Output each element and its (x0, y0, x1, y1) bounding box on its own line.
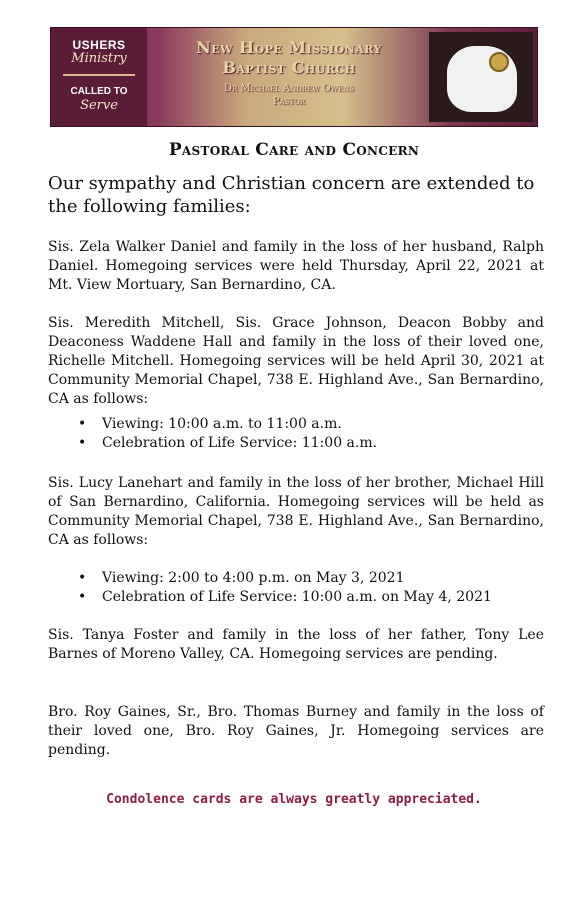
logo-line-serve: Serve (80, 98, 118, 113)
family-notice-3-bullets (48, 569, 544, 607)
family-notice-2-bullets (48, 415, 544, 453)
page-title: Pastoral Care and Concern (168, 140, 420, 160)
family-notice-1: Sis. Zela Walker Daniel and family in the loss of her husband, Ralph Daniel. Homegoing services were held Thursday, April 22, 2021 at Mt. View Mortuary, San Bernardino, CA. (48, 239, 544, 293)
logo-line-ushers: USHERS (72, 38, 126, 52)
ushers-ministry-logo (51, 28, 147, 126)
logo-line-called: CALLED TO (70, 86, 128, 97)
list-item: • Celebration of Life Service: 10:00 a.m. on May 4, 2021 (78, 589, 492, 605)
pastor-title: Pastor (272, 96, 306, 107)
family-notice-5: Bro. Roy Gaines, Sr., Bro. Thomas Burney and family in the loss of their loved one, Bro. Roy Gaines, Jr. Homegoing services are pending. (48, 704, 544, 758)
church-name-line1: New Hope Missionary (196, 38, 382, 57)
list-item: • Viewing: 10:00 a.m. to 11:00 a.m. (78, 416, 342, 432)
logo-line-ministry: Ministry (71, 51, 127, 66)
church-name-line2: Baptist Church (222, 58, 356, 77)
family-notice-3: Sis. Lucy Lanehart and family in the loss of her brother, Michael Hill of San Bernardino, California. Homegoing services will be held as Community Memorial Chapel, 738 E. Highland Ave., San Bernardino, CA as follows: (48, 475, 544, 548)
list-item: • Viewing: 2:00 to 4:00 p.m. on May 3, 2021 (78, 570, 405, 586)
family-notice-4: Sis. Tanya Foster and family in the loss of her father, Tony Lee Barnes of Moreno Valley, CA. Homegoing services are pending. (48, 627, 544, 662)
pastor-name: Dr Michael Andrew Owens (223, 83, 355, 94)
intro-text: Our sympathy and Christian concern are extended to the following families: (48, 173, 535, 217)
family-notice-2: Sis. Meredith Mitchell, Sis. Grace Johnson, Deacon Bobby and Deaconess Waddene Hall and family in the loss of their loved one, Richelle Mitchell. Homegoing services will be held April 30, 2021 at Community Memorial Chapel, 738 E. Highland Ave., San Bernardino, CA as follows: (48, 315, 544, 407)
list-item: • Celebration of Life Service: 11:00 a.m. (78, 435, 378, 451)
logo-divider (63, 74, 135, 76)
white-glove-image (429, 32, 533, 122)
header-banner (50, 27, 538, 127)
usher-pin-icon (489, 52, 509, 72)
church-name-block (151, 38, 427, 108)
closing-note: Condolence cards are always greatly appreciated. (106, 792, 482, 807)
